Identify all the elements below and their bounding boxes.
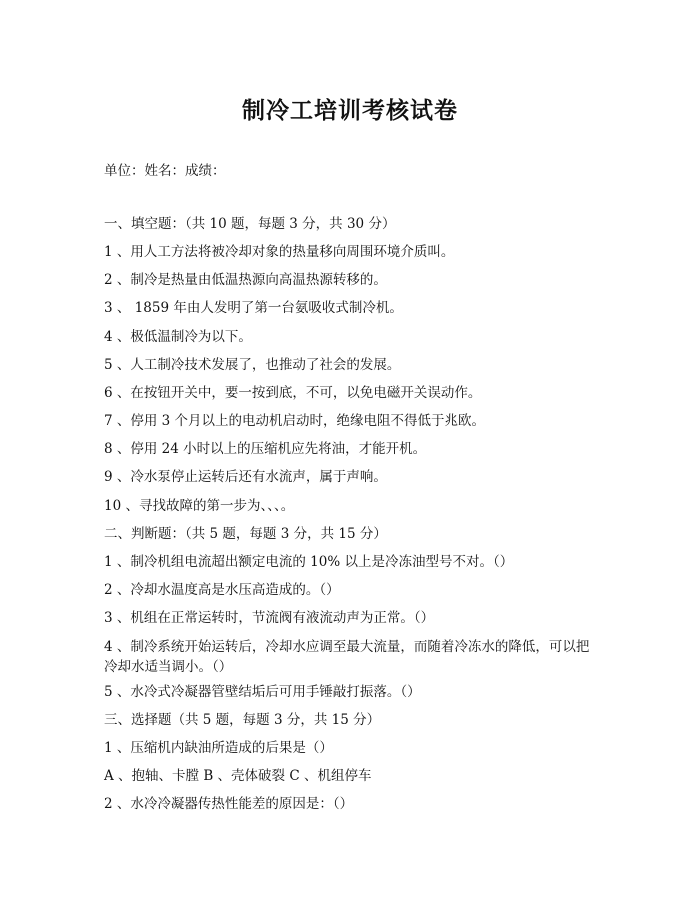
section-heading-choice: 三、选择题（共 5 题，每题 3 分，共 15 分） xyxy=(104,712,381,728)
fill-question-8: 8 、停用 24 小时以上的压缩机应先将油，才能开机。 xyxy=(104,441,427,457)
judge-question-5: 5 、水冷式冷凝器管壁结垢后可用手锤敲打振落。（） xyxy=(104,684,421,700)
section-heading-judge: 二、判断题：（共 5 题，每题 3 分，共 15 分） xyxy=(104,526,387,542)
fill-question-10: 10 、寻找故障的第一步为、、、。 xyxy=(104,498,295,514)
fill-question-9: 9 、冷水泵停止运转后还有水流声，属于声响。 xyxy=(104,469,387,485)
choice-options-1: A 、抱轴、卡膛 B 、壳体破裂 C 、机组停车 xyxy=(104,768,372,784)
info-line: 单位：姓名：成绩： xyxy=(104,163,226,179)
choice-question-2: 2 、水冷冷凝器传热性能差的原因是：（） xyxy=(104,796,354,812)
section-heading-fill: 一、填空题：（共 10 题，每题 3 分，共 30 分） xyxy=(104,216,396,232)
judge-question-4: 4 、制冷系统开始运转后，冷却水应调至最大流量，而随着冷冻水的降低，可以把冷却水适当调小。（） xyxy=(104,639,590,675)
judge-question-2: 2 、冷却水温度高是水压高造成的。（） xyxy=(104,582,340,598)
choice-question-1: 1 、压缩机内缺油所造成的后果是（） xyxy=(104,740,333,756)
fill-question-6: 6 、在按钮开关中，要一按到底，不可，以免电磁开关误动作。 xyxy=(104,385,482,401)
fill-question-7: 7 、停用 3 个月以上的电动机启动时，绝缘电阻不得低于兆欧。 xyxy=(104,413,486,429)
fill-question-2: 2 、制冷是热量由低温热源向高温热源转移的。 xyxy=(104,272,387,288)
fill-question-3: 3 、 1859 年由人发明了第一台氨吸收式制冷机。 xyxy=(104,300,403,316)
page-title: 制冷工培训考核试卷 xyxy=(242,97,458,124)
judge-question-3: 3 、机组在正常运转时，节流阀有液流动声为正常。（） xyxy=(104,610,435,626)
fill-question-5: 5 、人工制冷技术发展了，也推动了社会的发展。 xyxy=(104,357,401,373)
fill-question-4: 4 、极低温制冷为以下。 xyxy=(104,329,252,345)
judge-question-1: 1 、制冷机组电流超出额定电流的 10% 以上是冷冻油型号不对。（） xyxy=(104,554,514,570)
fill-question-1: 1 、用人工方法将被冷却对象的热量移向周围环境介质叫。 xyxy=(104,244,455,260)
